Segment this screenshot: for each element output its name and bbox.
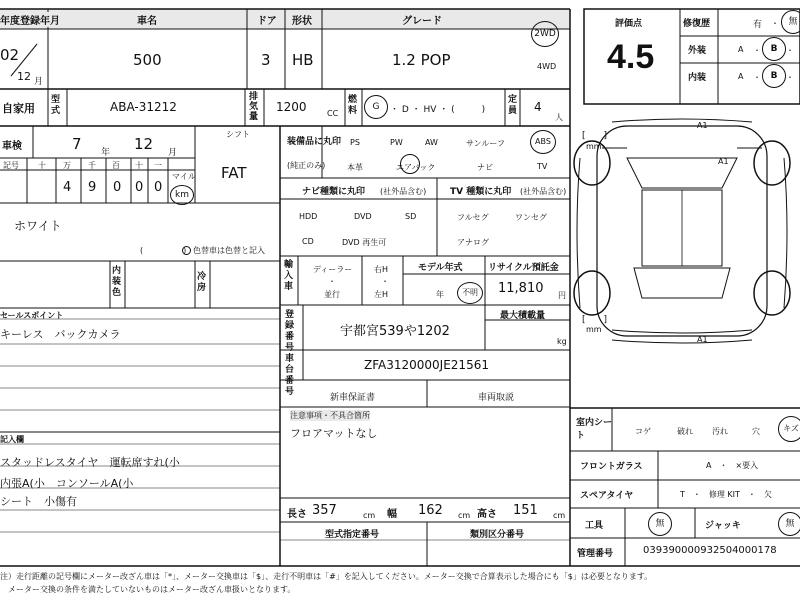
interior-color-label: 内装色 xyxy=(112,266,122,298)
equip-aw: AW xyxy=(425,138,438,147)
navi-label: ナビ種類に丸印 xyxy=(302,187,366,197)
use-type: 自家用 xyxy=(2,102,35,115)
evaluation-score: 4.5 xyxy=(607,38,655,76)
mile-label: マイル xyxy=(172,172,196,181)
notes-line: シート 小傷有 xyxy=(0,495,77,508)
owner-manual: 車両取説 xyxy=(478,393,515,403)
equip-pw: PW xyxy=(390,138,403,147)
registration-number: 宇都宮539や1202 xyxy=(340,324,450,339)
sales-point-text: キーレス バックカメラ xyxy=(0,328,121,341)
tv-label: TV 種類に丸印 xyxy=(450,187,512,197)
unit-juu: 十 xyxy=(135,161,143,170)
mileage-record-label: 記号 xyxy=(3,161,19,170)
shift: FAT xyxy=(221,164,247,182)
model-year-label: モデル年式 xyxy=(418,263,463,273)
shape-label: 形状 xyxy=(292,12,312,27)
jack-none-circled: 無 xyxy=(778,512,800,536)
displacement-label: 排気量 xyxy=(249,92,259,122)
airbag-circle-mark xyxy=(400,154,420,174)
damage-code-a1: A1 xyxy=(718,157,729,166)
footer-note: 注）走行距離の記号欄にメーター改ざん車は「*」、メーター交換車は「$」、走行不明車は「#」を記入してください。メーター交換で合算表示した場合にも「$」は必要となります。 xyxy=(0,572,653,581)
equip-sunroof: サンルーフ xyxy=(466,139,505,148)
unit-ten: 十 xyxy=(38,161,46,170)
import-dot: ・ xyxy=(328,277,336,286)
mileage-digit: 0 xyxy=(154,180,163,195)
equip-navi: ナビ xyxy=(477,163,493,172)
registration-label: 登録番号 xyxy=(285,310,295,353)
import-parallel: 並行 xyxy=(324,290,340,299)
reg-month: 12 xyxy=(17,70,31,83)
width-value: 162 xyxy=(418,503,443,518)
recycle-amount: 11,810 xyxy=(498,281,544,296)
jack-label: ジャッキ xyxy=(705,521,741,531)
sheet-stain: 汚れ xyxy=(712,427,728,436)
cm-unit: cm xyxy=(458,511,471,520)
cc-unit: CC xyxy=(327,109,339,118)
car-name-label: 車名 xyxy=(137,12,157,27)
navi-dvd-play: DVD 再生可 xyxy=(342,238,387,247)
reg-month-unit: 月 xyxy=(34,77,44,87)
grade-a: A xyxy=(738,72,744,81)
repair-history-label: 修復歴 xyxy=(683,19,711,29)
doors: 3 xyxy=(261,51,271,69)
management-label: 管理番号 xyxy=(577,549,614,559)
repair-yes: 有 xyxy=(753,20,763,30)
capacity: 4 xyxy=(534,100,542,114)
equipment-sub: (純正のみ) xyxy=(287,161,326,170)
sheet-hole: 穴 xyxy=(752,427,760,436)
interior-label: 内装 xyxy=(688,73,707,83)
mm-unit: mm xyxy=(586,325,602,334)
mm-unit: mm xyxy=(586,142,602,151)
notes-line: 内張A(小 コンソールA(小 xyxy=(0,477,134,490)
reg-year: 02 xyxy=(0,46,20,64)
tools-label: 工具 xyxy=(585,521,604,531)
navi-cd: CD xyxy=(302,237,314,246)
mileage-digit: 0 xyxy=(113,180,122,195)
model-year-unknown-circled: 不明 xyxy=(457,282,483,304)
circle-mark-icon xyxy=(182,246,191,255)
dot: ・ xyxy=(753,73,761,82)
drive-4wd: 4WD xyxy=(537,62,557,71)
model-code: ABA-31212 xyxy=(110,100,177,114)
class-number-label: 類別区分番号 xyxy=(470,530,525,540)
inspection-month: 12 xyxy=(134,135,154,153)
model-year-unit: 年 xyxy=(436,290,444,299)
equip-leather: 本革 xyxy=(347,163,363,172)
navi-hdd: HDD xyxy=(299,212,318,221)
chassis-number: ZFA3120000JE21561 xyxy=(364,358,489,372)
person-unit: 人 xyxy=(555,113,563,122)
spare-tire-options: T ・ 修理 KIT ・ 欠 xyxy=(680,490,772,499)
aircon-label: 冷房 xyxy=(197,272,207,293)
width-label: 幅 xyxy=(387,509,397,520)
max-load-label: 最大積載量 xyxy=(500,311,546,321)
equip-airbag: エアバック xyxy=(396,163,436,172)
mileage-digit: 4 xyxy=(63,180,72,195)
dot: ・ xyxy=(786,73,794,82)
dot: ・ xyxy=(753,46,761,55)
unit-sen: 千 xyxy=(88,161,96,170)
windshield-options: A ・ ×要入 xyxy=(706,461,759,470)
inspection-year: 7 xyxy=(72,135,82,153)
interior-grade-circled: B xyxy=(762,64,786,88)
dot: ・ xyxy=(786,46,794,55)
equip-ps: PS xyxy=(350,138,360,147)
length-value: 357 xyxy=(312,503,337,518)
exterior-label: 外装 xyxy=(688,46,707,56)
damage-code-a1: A1 xyxy=(697,121,708,130)
import-dealer: ディーラー xyxy=(313,265,353,274)
tv-sub: (社外品含む) xyxy=(520,187,567,196)
model-label: 型式 xyxy=(51,95,61,116)
shift-label: シフト xyxy=(226,130,250,139)
damage-code-a1: A1 xyxy=(697,335,708,344)
sheet-scratch-circled: キズ xyxy=(778,416,800,442)
new-car-warranty: 新車保証書 xyxy=(330,393,376,403)
inspection-year-unit: 年 xyxy=(101,148,111,158)
sheet-tear: 破れ xyxy=(677,427,693,436)
import-rh: 右H xyxy=(374,265,389,274)
cm-unit: cm xyxy=(363,511,376,520)
drive-2wd-circled: 2WD xyxy=(531,21,559,47)
color-note: 色替車は色替と記入 xyxy=(193,246,265,255)
score-label: 評価点 xyxy=(615,19,643,29)
body-color: ホワイト xyxy=(14,219,62,233)
height-label: 高さ xyxy=(477,509,497,520)
inspection-month-unit: 月 xyxy=(168,148,178,158)
navi-sub: (社外品含む) xyxy=(380,187,427,196)
tire-bracket: [ ] xyxy=(582,131,608,141)
displacement: 1200 xyxy=(276,100,307,114)
capacity-label: 定員 xyxy=(508,95,518,116)
mileage-digit: 0 xyxy=(135,180,144,195)
repair-none-circled: 無 xyxy=(781,10,800,34)
windshield-label: フロントガラス xyxy=(580,462,643,472)
navi-sd: SD xyxy=(405,212,417,221)
exterior-grade-circled: B xyxy=(762,37,786,61)
recycle-label: リサイクル預託金 xyxy=(488,263,559,273)
tv-fullseg: フルセグ xyxy=(457,213,489,222)
navi-dvd: DVD xyxy=(354,212,372,221)
equipment-label: 装備品に丸印 xyxy=(287,137,342,147)
import-lh: 左H xyxy=(374,290,389,299)
interior-sheet-label: 室内シート xyxy=(576,418,613,441)
color-paren: ( ) xyxy=(140,246,187,255)
kg-unit: kg xyxy=(557,337,567,346)
tv-oneseg: ワンセグ xyxy=(515,213,547,222)
tv-analog: アナログ xyxy=(457,238,489,247)
inspection-label: 車検 xyxy=(2,141,22,152)
notes-label: 記入欄 xyxy=(0,435,24,444)
height-value: 151 xyxy=(513,503,538,518)
management-number: 039390000932504000178 xyxy=(643,545,777,556)
unit-hyaku: 百 xyxy=(112,161,120,170)
grade: 1.2 POP xyxy=(392,51,451,69)
mileage-digit: 9 xyxy=(88,180,97,195)
cm-unit: cm xyxy=(553,511,566,520)
sales-point-label: セールスポイント xyxy=(0,311,64,320)
length-label: 長さ xyxy=(287,509,307,520)
import-dot: ・ xyxy=(381,277,389,286)
equip-abs-circled: ABS xyxy=(530,130,556,154)
dot: ・ xyxy=(771,19,779,28)
footer-note: メーター交換の条件を満たしていないものはメーター改ざん車扱いとなります。 xyxy=(0,585,296,594)
import-label: 輸入車 xyxy=(284,260,294,292)
shape: HB xyxy=(292,51,314,69)
yen-unit: 円 xyxy=(558,291,566,300)
chassis-label: 車台番号 xyxy=(285,354,295,397)
grade-a: A xyxy=(738,45,744,54)
equip-tv: TV xyxy=(537,162,548,171)
fuel-gasoline-circled: G xyxy=(364,95,388,119)
type-designation-label: 型式指定番号 xyxy=(325,530,380,540)
door-label: ドア xyxy=(257,12,277,27)
fuel-others: ・ D ・ HV ・ ( ) xyxy=(390,105,486,115)
grade-label: グレード xyxy=(402,12,442,27)
notes-line: スタッドレスタイヤ 運転席すれ(小 xyxy=(0,456,180,469)
spare-tire-label: スペアタイヤ xyxy=(580,491,634,501)
caution-text: フロアマットなし xyxy=(290,427,378,440)
unit-ichi: 一 xyxy=(154,161,162,170)
caution-label: 注意事項・不具合箇所 xyxy=(290,411,370,420)
tire-bracket: [ ] xyxy=(582,315,608,325)
fuel-label: 燃料 xyxy=(348,95,358,116)
unit-man: 万 xyxy=(63,161,71,170)
tools-none-circled: 無 xyxy=(648,512,672,536)
reg-year-label: 年度登録年月 xyxy=(0,12,60,27)
car-name: 500 xyxy=(133,51,162,69)
km-circled: km xyxy=(170,185,194,205)
sheet-burn: コゲ xyxy=(635,427,651,436)
